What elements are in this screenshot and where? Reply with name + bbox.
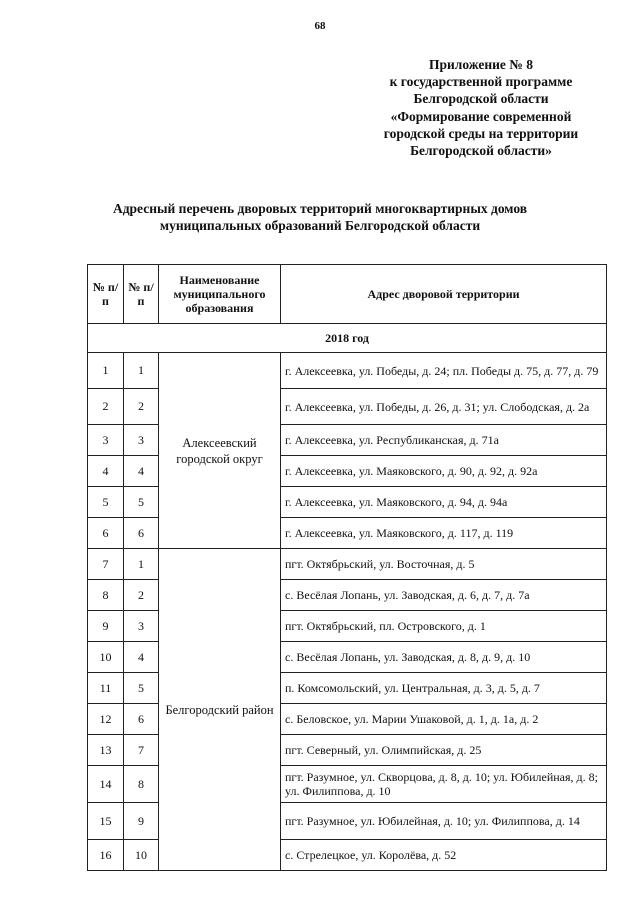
title-line-1: Адресный перечень дворовых территорий многоквартирных домов <box>112 201 528 216</box>
row-number: 8 <box>88 580 124 611</box>
header-sub-number: № п/п <box>124 265 159 324</box>
row-sub-number: 2 <box>124 580 159 611</box>
address-cell: г. Алексеевка, ул. Маяковского, д. 94, д. 94а <box>281 487 607 518</box>
appendix-line: «Формирование современной <box>390 108 572 124</box>
address-cell: г. Алексеевка, ул. Маяковского, д. 90, д. 92, д. 92а <box>281 456 607 487</box>
row-number: 7 <box>88 549 124 580</box>
address-cell: пгт. Октябрьский, ул. Восточная, д. 5 <box>281 549 607 580</box>
row-sub-number: 4 <box>124 642 159 673</box>
municipality-cell: Белгородский район <box>159 549 281 871</box>
address-cell: г. Алексеевка, ул. Республиканская, д. 71а <box>281 425 607 456</box>
appendix-line: городской среды на территории <box>383 125 579 141</box>
appendix-line: Приложение № 8 <box>429 57 533 72</box>
row-sub-number: 3 <box>124 425 159 456</box>
row-number: 16 <box>88 840 124 871</box>
row-sub-number: 8 <box>124 766 159 803</box>
row-sub-number: 7 <box>124 735 159 766</box>
row-sub-number: 3 <box>124 611 159 642</box>
row-number: 12 <box>88 704 124 735</box>
row-number: 11 <box>88 673 124 704</box>
address-cell: пгт. Северный, ул. Олимпийская, д. 25 <box>281 735 607 766</box>
year-row <box>88 324 607 353</box>
table-row <box>88 353 607 389</box>
header-address: Адрес дворовой территории <box>281 265 607 324</box>
row-number: 1 <box>88 353 124 389</box>
address-cell: г. Алексеевка, ул. Победы, д. 24; пл. Победы д. 75, д. 77, д. 79 <box>281 353 607 389</box>
row-sub-number: 1 <box>124 549 159 580</box>
address-table <box>87 264 607 871</box>
address-cell: с. Весёлая Лопань, ул. Заводская, д. 8, д. 9, д. 10 <box>281 642 607 673</box>
row-number: 10 <box>88 642 124 673</box>
appendix-line: к государственной программе <box>389 74 573 90</box>
address-cell: пгт. Разумное, ул. Юбилейная, д. 10; ул. Филиппова, д. 14 <box>281 803 607 840</box>
row-number: 6 <box>88 518 124 549</box>
row-sub-number: 5 <box>124 673 159 704</box>
row-sub-number: 10 <box>124 840 159 871</box>
table-row <box>88 549 607 580</box>
address-cell: пгт. Октябрьский, пл. Островского, д. 1 <box>281 611 607 642</box>
row-sub-number: 4 <box>124 456 159 487</box>
row-number: 2 <box>88 389 124 425</box>
page-number: 68 <box>314 20 326 32</box>
row-sub-number: 2 <box>124 389 159 425</box>
row-number: 5 <box>88 487 124 518</box>
appendix-line: Белгородской области <box>413 91 549 107</box>
title-line-2: муниципальных образований Белгородской области <box>159 218 481 233</box>
row-sub-number: 1 <box>124 353 159 389</box>
address-cell: с. Стрелецкое, ул. Королёва, д. 52 <box>281 840 607 871</box>
address-cell: п. Комсомольский, ул. Центральная, д. 3, д. 5, д. 7 <box>281 673 607 704</box>
row-sub-number: 6 <box>124 704 159 735</box>
address-cell: г. Алексеевка, ул. Победы, д. 26, д. 31; ул. Слободская, д. 2а <box>281 389 607 425</box>
row-number: 15 <box>88 803 124 840</box>
row-sub-number: 6 <box>124 518 159 549</box>
row-sub-number: 9 <box>124 803 159 840</box>
row-number: 13 <box>88 735 124 766</box>
address-cell: г. Алексеевка, ул. Маяковского, д. 117, д. 119 <box>281 518 607 549</box>
row-number: 9 <box>88 611 124 642</box>
row-sub-number: 5 <box>124 487 159 518</box>
header-municipality: Наименование муниципального образования <box>159 265 281 324</box>
document-title <box>0 200 640 234</box>
row-number: 4 <box>88 456 124 487</box>
address-cell: пгт. Разумное, ул. Скворцова, д. 8, д. 10; ул. Юбилейная, д. 8; ул. Филиппова, д. 10 <box>281 766 607 803</box>
municipality-cell: Алексеевский городской округ <box>159 353 281 549</box>
row-number: 14 <box>88 766 124 803</box>
year-label: 2018 год <box>88 324 607 353</box>
header-number: № п/п <box>88 265 124 324</box>
address-cell: с. Беловское, ул. Марии Ушаковой, д. 1, д. 1а, д. 2 <box>281 704 607 735</box>
appendix-header <box>366 56 596 159</box>
appendix-line: Белгородской области» <box>410 143 552 159</box>
table-header-row <box>88 265 607 324</box>
address-cell: с. Весёлая Лопань, ул. Заводская, д. 6, д. 7, д. 7а <box>281 580 607 611</box>
row-number: 3 <box>88 425 124 456</box>
